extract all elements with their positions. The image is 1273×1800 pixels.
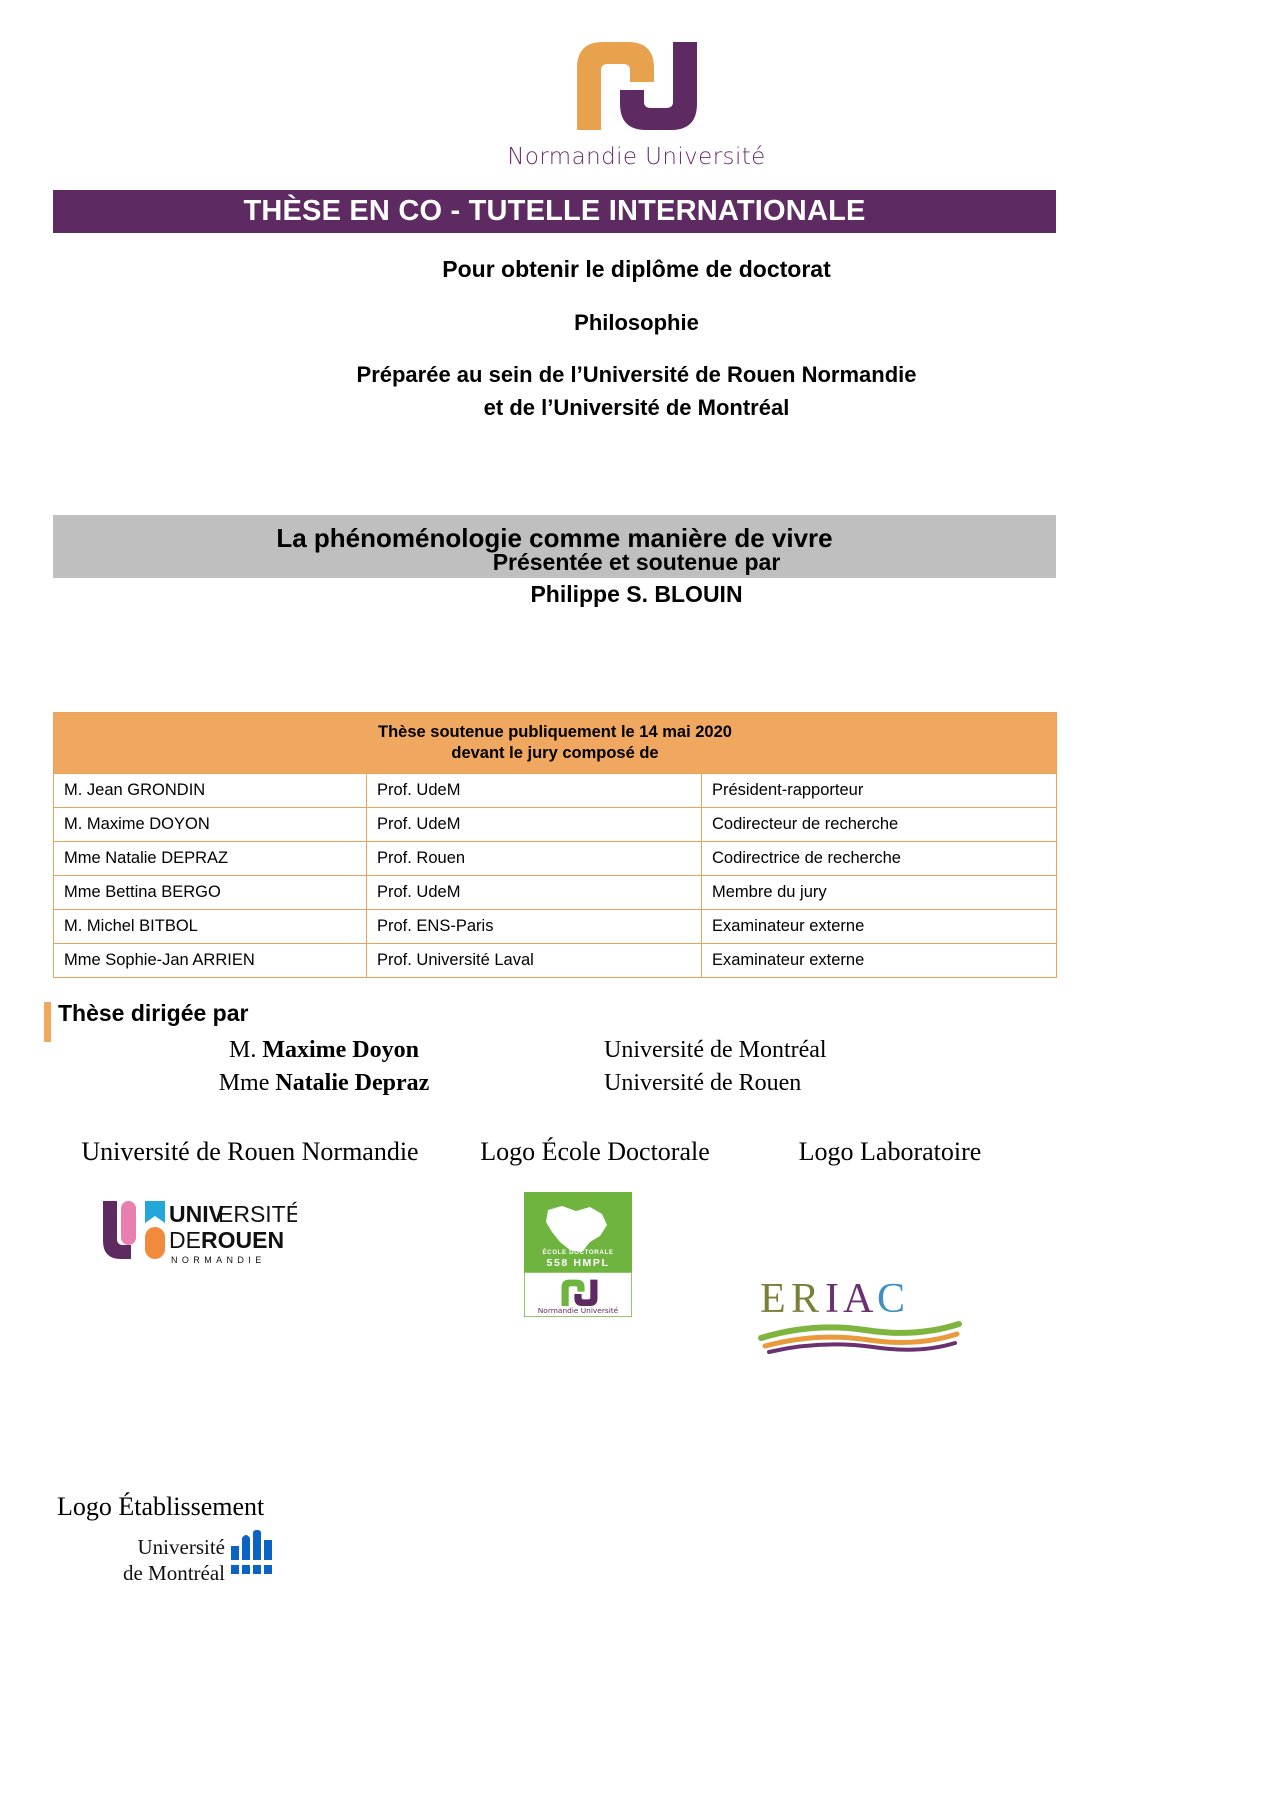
svg-text:I: I bbox=[825, 1276, 842, 1322]
list-item bbox=[44, 1034, 984, 1067]
presented-label: Présentée et soutenue par bbox=[492, 549, 781, 575]
director-name bbox=[44, 1034, 604, 1067]
ecole-doctorale-558-hmpl-logo bbox=[524, 1192, 632, 1317]
udem-line-2: de Montréal bbox=[122, 1561, 225, 1585]
institution-line-1: Préparée au sein de l’Université de Rouen Normandie bbox=[356, 362, 917, 387]
universite-de-rouen-normandie-logo bbox=[97, 1195, 297, 1270]
header-logo-block bbox=[0, 30, 1273, 170]
table-row bbox=[54, 842, 1057, 876]
jury-header-cell bbox=[54, 713, 1057, 774]
jury-member-role: Codirectrice de recherche bbox=[702, 842, 1057, 876]
director-name bbox=[44, 1067, 604, 1100]
svg-text:R: R bbox=[791, 1276, 823, 1322]
logo-caption-doctoral-school: Logo École Doctorale bbox=[480, 1137, 710, 1166]
jury-member-role: Examinateur externe bbox=[702, 910, 1057, 944]
svg-text:ÉCOLE DOCTORALE: ÉCOLE DOCTORALE bbox=[542, 1249, 614, 1256]
universite-de-montreal-logo bbox=[115, 1530, 280, 1592]
jury-member-name: Mme Natalie DEPRAZ bbox=[54, 842, 367, 876]
list-item bbox=[44, 1067, 984, 1100]
discipline-line: Philosophie bbox=[574, 310, 699, 335]
normandie-universite-logo bbox=[552, 30, 722, 140]
author-block bbox=[0, 546, 1273, 610]
jury-member-role: Président-rapporteur bbox=[702, 774, 1057, 808]
svg-text:NORMANDIE: NORMANDIE bbox=[171, 1255, 266, 1265]
institutions-block bbox=[0, 358, 1273, 424]
jury-member-affiliation: Prof. Rouen bbox=[367, 842, 702, 876]
jury-member-affiliation: Prof. ENS-Paris bbox=[367, 910, 702, 944]
jury-member-name: M. Michel BITBOL bbox=[54, 910, 367, 944]
jury-member-affiliation: Prof. UdeM bbox=[367, 808, 702, 842]
institution-line-2: et de l’Université de Montréal bbox=[483, 395, 790, 420]
table-row bbox=[54, 944, 1057, 978]
svg-text:558 HMPL: 558 HMPL bbox=[546, 1257, 610, 1269]
logo-caption-laboratory: Logo Laboratoire bbox=[798, 1137, 982, 1166]
svg-text:Normandie Université: Normandie Université bbox=[537, 1306, 619, 1315]
jury-member-name: Mme Bettina BERGO bbox=[54, 876, 367, 910]
degree-line: Pour obtenir le diplôme de doctorat bbox=[442, 256, 831, 282]
jury-member-name: M. Jean GRONDIN bbox=[54, 774, 367, 808]
eriac-laboratory-logo bbox=[755, 1270, 965, 1355]
logo-caption-university: Université de Rouen Normandie bbox=[81, 1137, 419, 1166]
table-row bbox=[54, 808, 1057, 842]
table-row bbox=[54, 910, 1057, 944]
jury-composition-line: devant le jury composé de bbox=[451, 744, 659, 762]
logo-caption: Normandie Université bbox=[507, 144, 766, 170]
jury-member-affiliation: Prof. Université Laval bbox=[367, 944, 702, 978]
logo-caption-establishment: Logo Établissement bbox=[57, 1492, 265, 1521]
table-row bbox=[54, 876, 1057, 910]
svg-text:UNIV: UNIV bbox=[169, 1201, 224, 1227]
director-university: Université de Rouen bbox=[604, 1070, 802, 1096]
jury-member-affiliation: Prof. UdeM bbox=[367, 774, 702, 808]
jury-member-name: Mme Sophie-Jan ARRIEN bbox=[54, 944, 367, 978]
thesis-title: La phénoménologie comme manière de vivre bbox=[276, 523, 833, 553]
director-prefix: Mme bbox=[218, 1070, 276, 1096]
director-prefix: M. bbox=[229, 1037, 263, 1063]
director-university: Université de Montréal bbox=[604, 1037, 827, 1063]
jury-member-role: Codirecteur de recherche bbox=[702, 808, 1057, 842]
jury-table-header bbox=[54, 713, 1057, 774]
jury-table bbox=[53, 712, 1057, 978]
author-name: Philippe S. BLOUIN bbox=[530, 581, 743, 607]
banner-title: THÈSE EN CO - TUTELLE INTERNATIONALE bbox=[243, 195, 866, 227]
thesis-type-banner bbox=[53, 190, 1056, 233]
svg-text:A: A bbox=[843, 1276, 877, 1322]
jury-member-affiliation: Prof. UdeM bbox=[367, 876, 702, 910]
svg-text:ERSITÉ: ERSITÉ bbox=[218, 1201, 297, 1227]
svg-text:C: C bbox=[877, 1276, 909, 1322]
supervision-list bbox=[44, 1034, 984, 1100]
jury-member-role: Membre du jury bbox=[702, 876, 1057, 910]
director-surname: Maxime Doyon bbox=[262, 1037, 419, 1063]
udem-wordmark bbox=[115, 1534, 225, 1586]
defense-date-line: Thèse soutenue publiquement le 14 mai 2020 bbox=[378, 723, 732, 741]
udem-line-1: Université bbox=[137, 1535, 225, 1559]
svg-text:ROUEN: ROUEN bbox=[201, 1227, 285, 1253]
logo-captions-row bbox=[40, 1137, 1050, 1167]
supervision-title: Thèse dirigée par bbox=[58, 1000, 249, 1026]
jury-member-role: Examinateur externe bbox=[702, 944, 1057, 978]
table-row bbox=[54, 774, 1057, 808]
svg-text:DE: DE bbox=[169, 1227, 201, 1253]
jury-member-name: M. Maxime DOYON bbox=[54, 808, 367, 842]
svg-text:E: E bbox=[760, 1276, 789, 1322]
director-surname: Natalie Depraz bbox=[275, 1070, 430, 1096]
